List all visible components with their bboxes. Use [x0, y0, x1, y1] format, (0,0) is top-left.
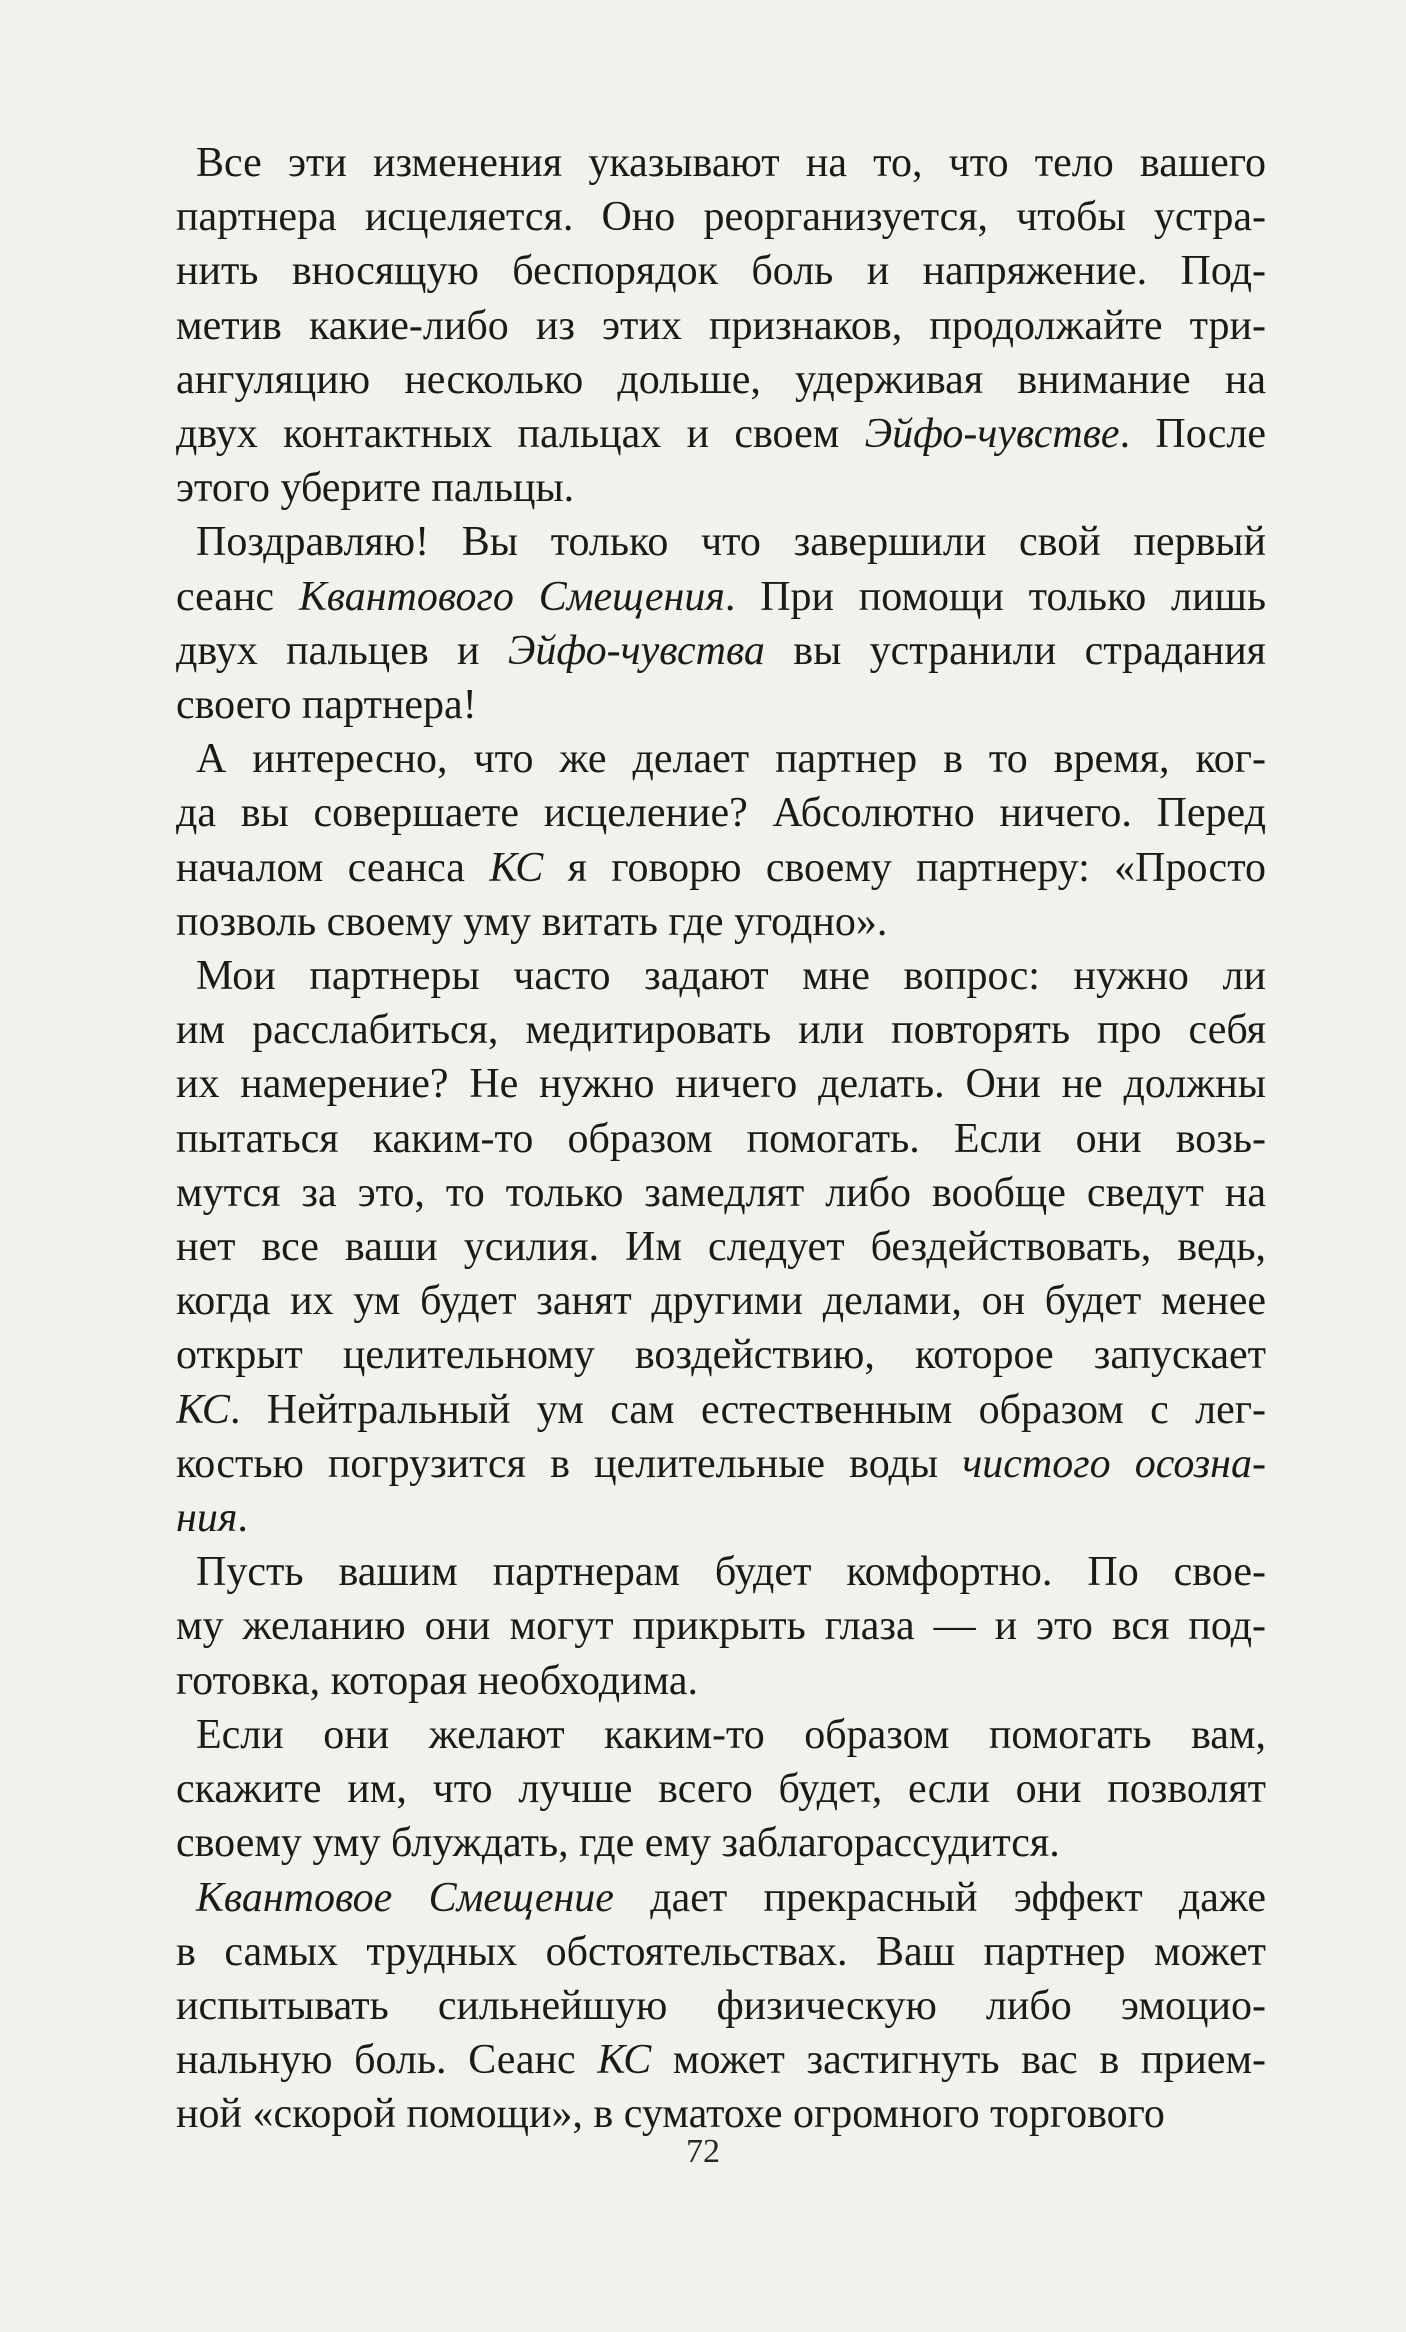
- text-run: ангуляцию несколько дольше, удерживая внимание на: [176, 356, 1266, 403]
- text-run: Все эти изменения указывают на то, что тело вашего: [196, 140, 1266, 186]
- text-line: [176, 1762, 1266, 1816]
- text-line: [176, 624, 1266, 678]
- text-line: [176, 299, 1266, 353]
- text-run: дает прекрасный эффект даже: [613, 1874, 1266, 1921]
- text-line: [176, 1166, 1266, 1220]
- paragraph: [176, 1708, 1266, 1871]
- text-run: Пусть вашим партнерам будет комфортно. По свое-: [196, 1549, 1266, 1596]
- text-line: [176, 786, 1266, 840]
- text-run: вы устранили страдания: [764, 627, 1266, 674]
- text-run: испытывать сильнейшую физическую либо эмоцио-: [176, 1982, 1266, 2029]
- text-line: [176, 1545, 1266, 1599]
- text-run: му желанию они могут прикрыть глаза — и это вся под-: [176, 1603, 1266, 1650]
- text-run: нить вносящую беспорядок боль и напряжение. Под-: [176, 248, 1266, 295]
- text-line: [176, 515, 1266, 569]
- text-run: Если они желают каким-то образом помогать вам,: [196, 1711, 1266, 1758]
- text-line: [176, 1057, 1266, 1111]
- paragraph: [176, 949, 1266, 1545]
- text-run: мутся за это, то только замедлят либо вообще сведут на: [176, 1169, 1266, 1216]
- text-run: пытаться каким-то образом помогать. Если они возь-: [176, 1115, 1266, 1162]
- text-run: двух контактных пальцах и своем: [176, 411, 865, 458]
- text-run: двух пальцев и: [176, 627, 508, 674]
- italic-term: Эйфо-чувства: [507, 627, 765, 674]
- text-run: им расслабиться, медитировать или повторять про себя: [176, 1007, 1266, 1054]
- text-run: . После: [1119, 411, 1266, 458]
- text-run: открыт целительному воздействию, которое запускает: [176, 1332, 1266, 1379]
- text-run: да вы совершаете исцеление? Абсолютно ничего. Перед: [176, 790, 1266, 837]
- text-line: [176, 1383, 1266, 1437]
- text-run: метив какие-либо из этих признаков, продолжайте три-: [176, 302, 1266, 349]
- text-line: [176, 1003, 1266, 1057]
- text-run: костью погрузится в целительные воды: [176, 1440, 963, 1487]
- text-run: .: [237, 1495, 248, 1542]
- italic-term: КС: [489, 844, 544, 891]
- text-line: [176, 678, 1266, 732]
- text-run: их намерение? Не нужно ничего делать. Они не должны: [176, 1061, 1266, 1108]
- text-line: [176, 1708, 1266, 1762]
- text-run: позволь своему уму витать где угодно».: [176, 898, 888, 945]
- text-run: . При помощи только лишь: [724, 573, 1266, 620]
- text-run: я говорю своему партнеру: «Просто: [543, 844, 1266, 891]
- text-line: [176, 1112, 1266, 1166]
- text-line: [176, 1871, 1266, 1925]
- text-line: [176, 1437, 1266, 1491]
- text-line: [176, 1328, 1266, 1382]
- text-run: этого уберите пальцы.: [176, 465, 575, 512]
- text-line: [176, 136, 1266, 190]
- text-run: скажите им, что лучше всего будет, если они позволят: [176, 1766, 1266, 1813]
- text-line: [176, 1599, 1266, 1653]
- text-line: [176, 353, 1266, 407]
- text-line: [176, 732, 1266, 786]
- text-line: [176, 190, 1266, 244]
- text-line: [176, 1816, 1266, 1870]
- text-line: [176, 895, 1266, 949]
- text-line: [176, 570, 1266, 624]
- text-run: готовка, которая необходима.: [176, 1657, 699, 1704]
- text-line: [176, 841, 1266, 895]
- page-number: 72: [686, 2133, 720, 2170]
- text-run: А интересно, что же делает партнер в то время, ког-: [196, 736, 1266, 783]
- text-line: [176, 1491, 1266, 1545]
- paragraph: [176, 136, 1266, 515]
- italic-term: Квантовое Смещение: [196, 1874, 614, 1921]
- paragraph: [176, 732, 1266, 949]
- text-line: [176, 461, 1266, 515]
- text-run: началом сеанса: [176, 844, 490, 891]
- text-run: сеанс: [176, 573, 299, 620]
- text-line: [176, 407, 1266, 461]
- text-run: Мои партнеры часто задают мне вопрос: нужно ли: [196, 953, 1266, 1000]
- italic-term: Квантового Смещения: [298, 573, 725, 620]
- text-line: [176, 1654, 1266, 1708]
- text-line: [176, 949, 1266, 1003]
- text-line: [176, 1274, 1266, 1328]
- text-run: нальную боль. Сеанс: [176, 2037, 598, 2084]
- text-run: может застигнуть вас в прием-: [651, 2037, 1266, 2084]
- italic-term: ния: [176, 1495, 238, 1542]
- text-run: партнера исцеляется. Оно реорганизуется, чтобы устра-: [176, 194, 1266, 241]
- italic-term: КС: [597, 2037, 652, 2084]
- text-run: своему уму блуждать, где ему заблагорассудится.: [176, 1820, 1060, 1867]
- text-line: [176, 244, 1266, 298]
- text-run: в самых трудных обстоятельствах. Ваш партнер может: [176, 1928, 1266, 1975]
- text-run: своего партнера!: [176, 682, 477, 729]
- text-run: ной «скорой помощи», в суматохе огромного торгового: [176, 2091, 1165, 2138]
- paragraph: [176, 1871, 1266, 2142]
- italic-term: КС: [176, 1386, 230, 1433]
- text-run: когда их ум будет занят другими делами, он будет менее: [176, 1278, 1266, 1325]
- text-run: Поздравляю! Вы только что завершили свой первый: [196, 519, 1266, 566]
- text-run: . Нейтральный ум сам естественным образом с лег-: [229, 1386, 1266, 1433]
- paragraph: [176, 1545, 1266, 1708]
- body-text: [176, 136, 1266, 2142]
- italic-term: Эйфо-чувстве: [864, 411, 1120, 458]
- text-line: [176, 2033, 1266, 2087]
- italic-term: чистого осозна-: [962, 1440, 1266, 1487]
- text-line: [176, 1925, 1266, 1979]
- text-run: нет все ваши усилия. Им следует бездействовать, ведь,: [176, 1224, 1266, 1271]
- text-line: [176, 1979, 1266, 2033]
- paragraph: [176, 515, 1266, 732]
- text-line: [176, 1220, 1266, 1274]
